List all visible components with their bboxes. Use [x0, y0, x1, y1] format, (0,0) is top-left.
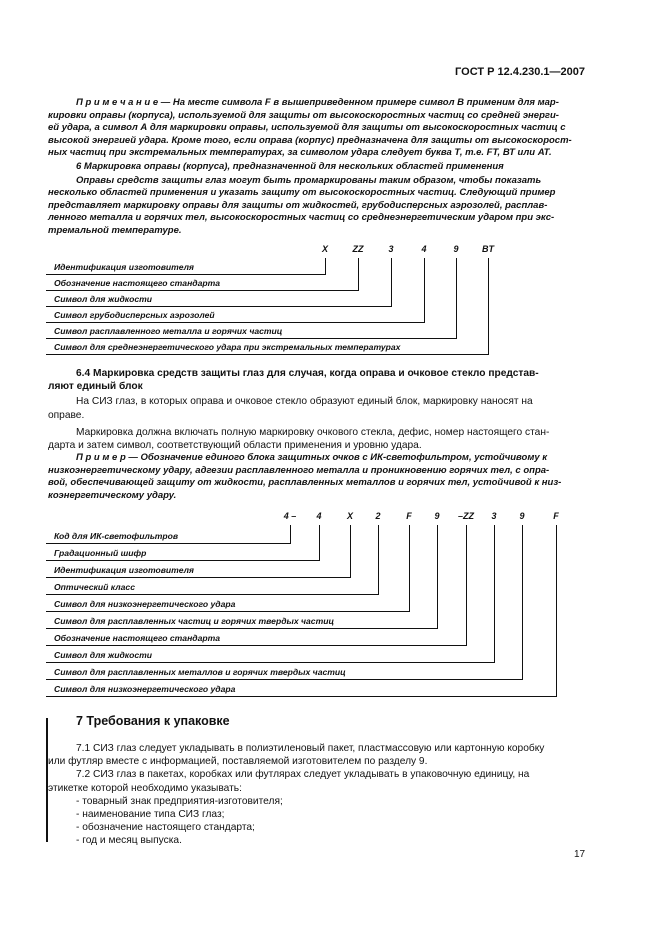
- list-item: - наименование типа СИЗ глаз;: [76, 809, 225, 821]
- leader-line: [46, 679, 523, 680]
- marking-label: Идентификация изготовителя: [54, 565, 194, 575]
- example-line: низкоэнергетическому удару, адгезии расплавленного металла и проникновению горячих тел, с опра-: [48, 464, 550, 476]
- marking-symbol: ZZ: [352, 244, 364, 254]
- marking-label: Символ для расплавленных частиц и горячих твердых частиц: [54, 616, 335, 626]
- leader-line: [46, 306, 392, 307]
- leader-line: [488, 258, 489, 355]
- marking-symbol: BT: [482, 244, 494, 254]
- section-7-title: 7 Требования к упаковке: [76, 714, 230, 728]
- leader-line: [46, 594, 379, 595]
- note-block: [48, 97, 583, 160]
- paragraph-line: 7.2 СИЗ глаз в пакетах, коробках или футлярах следует укладывать в упаковочную единицу, на: [76, 769, 530, 781]
- paragraph-line: этикетке которой необходимо указывать:: [48, 782, 242, 794]
- leader-line: [466, 525, 467, 646]
- marking-label: Символ для среднеэнергетического удара при экстремальных температурах: [54, 342, 401, 352]
- marking-symbol: –ZZ: [457, 511, 474, 521]
- leader-line: [319, 525, 320, 561]
- leader-line: [46, 628, 438, 629]
- marking-label: Символ для жидкости: [54, 650, 153, 660]
- marking-label: Обозначение настоящего стандарта: [54, 633, 221, 643]
- section-7: [48, 742, 586, 848]
- note-line: ей удара, а символ А для маркировки оправы, используемой для защиты от высокоскоростных частиц с: [48, 122, 566, 134]
- leader-line: [556, 525, 557, 697]
- leader-line: [350, 525, 351, 578]
- leader-line: [391, 258, 392, 307]
- leader-line: [290, 525, 291, 544]
- list-item: - товарный знак предприятия-изготовителя;: [76, 795, 283, 807]
- paragraph-line: На СИЗ глаз, в которых оправа и очковое стекло образуют единый блок, маркировку наносят на: [76, 396, 533, 408]
- section-6-line: несколько областей применения и указать защиту от высокоскоростных частиц. Следующий пример: [48, 187, 556, 199]
- list-item: - обозначение настоящего стандарта;: [76, 822, 255, 834]
- marking-label: Символ для жидкости: [54, 294, 153, 304]
- leader-line: [325, 258, 326, 275]
- paragraph-line: 7.1 СИЗ глаз следует укладывать в полиэтиленовый пакет, пластмассовую или картонную коробку: [76, 743, 545, 754]
- marking-label: Идентификация изготовителя: [54, 262, 194, 272]
- leader-line: [46, 290, 359, 291]
- note-line: ных частиц при экстремальных температурах, за символом удара следует буква Т, т.е. FT, ВТ или АТ.: [48, 147, 552, 159]
- marking-label: Символ для расплавленных металлов и горячих твердых частиц: [54, 667, 346, 677]
- section-6-4-title: ляют единый блок: [48, 381, 143, 393]
- marking-symbol: 4: [421, 244, 427, 254]
- example-line: — Обозначение единого блока защитных очков с ИК-светофильтром, устойчивому к: [125, 452, 548, 463]
- marking-label: Символ для низкоэнергетического удара: [54, 684, 236, 694]
- leader-line: [46, 560, 320, 561]
- leader-line: [456, 258, 457, 339]
- leader-line: [522, 525, 523, 680]
- section-6: [48, 161, 583, 238]
- marking-symbol: 9: [453, 244, 459, 254]
- section-6-title: 6 Маркировка оправы (корпуса), предназначенной для нескольких областей применения: [76, 161, 504, 172]
- marking-label: Градационный шифр: [54, 548, 147, 558]
- leader-line: [46, 662, 495, 663]
- marking-label: Символ для низкоэнергетического удара: [54, 599, 236, 609]
- leader-line: [378, 525, 379, 595]
- marking-symbol: F: [553, 511, 559, 521]
- note-line: кировки оправы (корпуса), используемой для защиты от высокоскоростных частиц со средней энерги-: [48, 109, 559, 121]
- marking-symbol: 9: [519, 511, 525, 521]
- document-standard-header: ГОСТ Р 12.4.230.1—2007: [455, 66, 585, 78]
- marking-label: Код для ИК-светофильтров: [54, 531, 179, 541]
- marking-symbol: 9: [434, 511, 440, 521]
- marking-symbol: X: [321, 244, 328, 254]
- paragraph-line: оправе.: [48, 409, 85, 421]
- leader-line: [46, 322, 425, 323]
- marking-symbol: 3: [388, 244, 394, 254]
- example-lead: П р и м е р: [76, 452, 126, 463]
- marking-label: Обозначение настоящего стандарта: [54, 278, 221, 288]
- leader-line: [46, 645, 467, 646]
- list-item: - год и месяц выпуска.: [76, 835, 182, 847]
- leader-line: [46, 354, 489, 355]
- marking-label: Символ расплавленного металла и горячих частиц: [54, 326, 283, 336]
- marking-symbol: F: [406, 511, 412, 521]
- leader-line: [494, 525, 495, 663]
- note-line: высокой энергией удара. Кроме того, если оправа (корпус) предназначена для защиты от высокоскорост-: [48, 134, 572, 146]
- marking-symbol: 3: [491, 511, 497, 521]
- leader-line: [46, 577, 351, 578]
- leader-line: [424, 258, 425, 323]
- marking-symbol: 4: [316, 511, 322, 521]
- section-6-line: ленного металла и горячих тел, высокоскоростных частиц со среднеэнергетическим ударом при экс-: [48, 212, 555, 224]
- marking-label: Оптический класс: [54, 582, 135, 592]
- leader-line: [46, 611, 410, 612]
- section-6-line: представляет маркировку оправы для защиты от жидкостей, грубодисперсных аэрозолей, расплав-: [48, 199, 548, 211]
- leader-line: [358, 258, 359, 291]
- leader-line: [46, 274, 326, 275]
- marking-symbol: X: [346, 511, 353, 521]
- section-6-4: [48, 367, 583, 452]
- page-number: 17: [574, 849, 586, 860]
- section-6-4-title: 6.4 Маркировка средств защиты глаз для случая, когда оправа и очковое стекло представ-: [76, 368, 539, 379]
- paragraph-line: Маркировка должна включать полную маркировку очкового стекла, дефис, номер настоящего стан-: [76, 426, 550, 438]
- note-line: — На месте символа F в вышеприведенном примере символ В применим для мар-: [158, 97, 559, 108]
- leader-line: [46, 696, 557, 697]
- paragraph-line: или футляр вместе с информацией, поставляемой изготовителем по разделу 9.: [48, 756, 428, 768]
- leader-line: [46, 338, 457, 339]
- section-6-line: Оправы средств защиты глаз могут быть промаркированы таким образом, чтобы показать: [76, 174, 542, 186]
- note-lead: П р и м е ч а н и е: [76, 97, 159, 108]
- section-6-line: тремальной температуре.: [48, 224, 182, 236]
- paragraph-line: дарта и затем символ, соответствующий области применения и уровню удара.: [48, 440, 422, 452]
- leader-line: [46, 543, 291, 544]
- leader-line: [409, 525, 410, 612]
- marking-symbol: 2: [375, 511, 381, 521]
- example-line: коэнергетическому удару.: [48, 489, 177, 501]
- example-line: вой, обеспечивающей защиту от жидкости, расплавленных металлов и горячих тел, устойчивой к низ-: [48, 477, 562, 489]
- leader-line: [437, 525, 438, 629]
- marking-symbol: 4 –: [283, 511, 297, 521]
- example-block: [48, 452, 583, 502]
- marking-label: Символ грубодисперсных аэрозолей: [54, 310, 215, 320]
